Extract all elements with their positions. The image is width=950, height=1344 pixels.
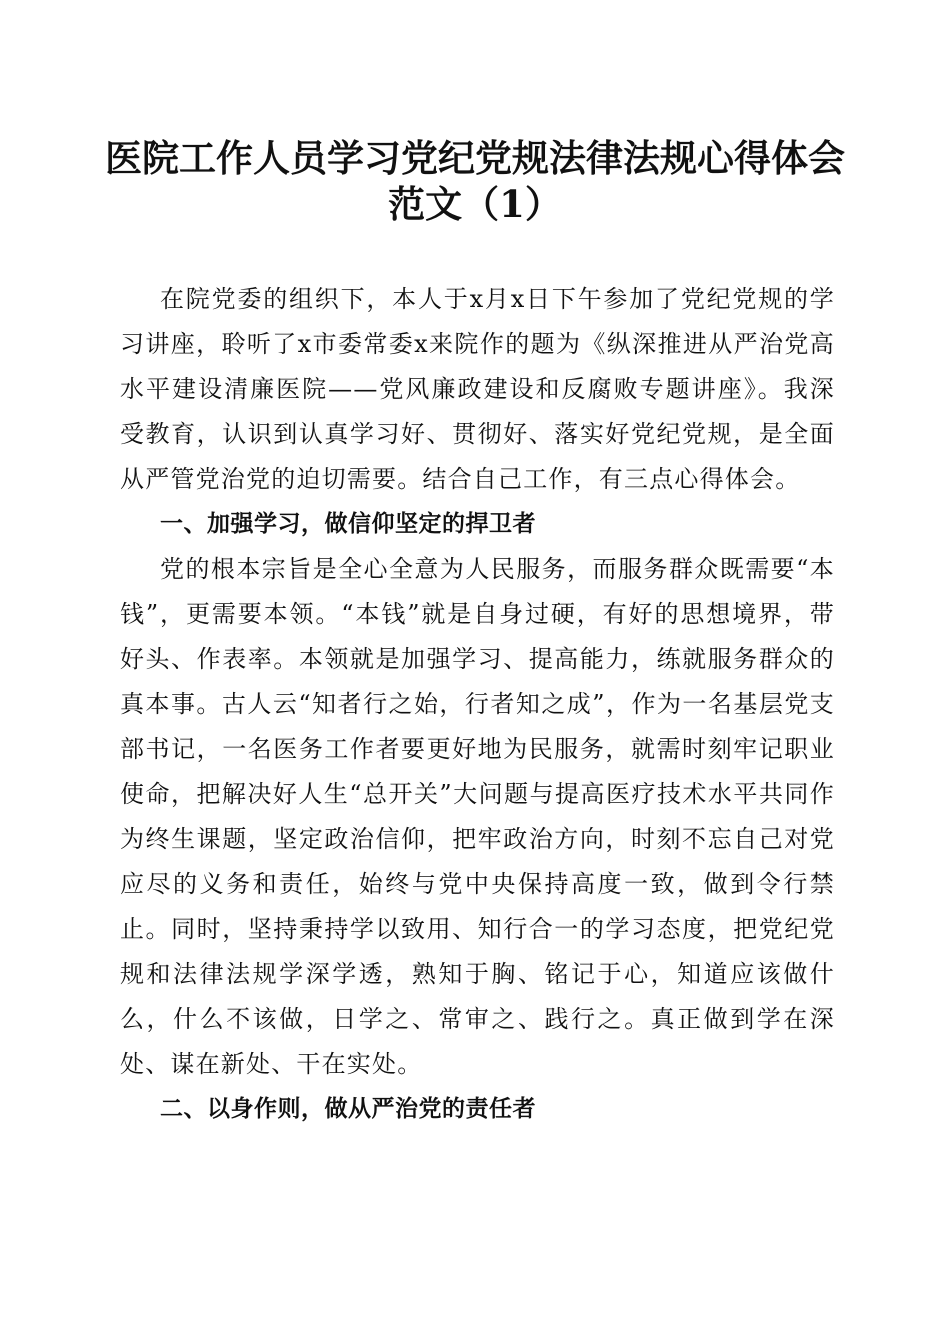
title-line-1: 医院工作人员学习党纪党规法律法规心得体会 (105, 136, 845, 180)
section-1-paragraph: 党的根本宗旨是全心全意为人民服务，而服务群众既需要“本钱”，更需要本领。“本钱”就是自身过硬，有好的思想境界，带好头、作表率。本领就是加强学习、提高能力，练就服务群众的真本事。古人云“知者行之始，行者知之成”，作为一名基层党支部书记，一名医务工作者要更好地为民服务，就需时刻牢记职业使命，把解决好人生“总开关”大问题与提高医疗技术水平共同作为终生课题，坚定政治信仰，把牢政治方向，时刻不忘自己对党应尽的义务和责任，始终与党中央保持高度一致，做到令行禁止。同时，坚持秉持学以致用、知行合一的学习态度，把党纪党规和法律法规学深学透，熟知于胸、铭记于心，知道应该做什么，什么不该做，日学之、常审之、践行之。真正做到学在深处、谋在新处、干在实处。 (120, 555, 835, 1078)
section-heading-2: 二、以身作则，做从严治党的责任者 (160, 1096, 536, 1122)
document-body (120, 277, 835, 1132)
document-title (100, 135, 850, 227)
title-line-2: 范文（1） (388, 182, 562, 226)
section-heading-1: 一、加强学习，做信仰坚定的捍卫者 (160, 511, 536, 537)
intro-paragraph: 在院党委的组织下，本人于x月x日下午参加了党纪党规的学习讲座，聆听了x市委常委x来院作的题为《纵深推进从严治党高水平建设清廉医院——党风廉政建设和反腐败专题讲座》。我深受教育，认识到认真学习好、贯彻好、落实好党纪党规，是全面从严管党治党的迫切需要。结合自己工作，有三点心得体会。 (120, 285, 835, 493)
